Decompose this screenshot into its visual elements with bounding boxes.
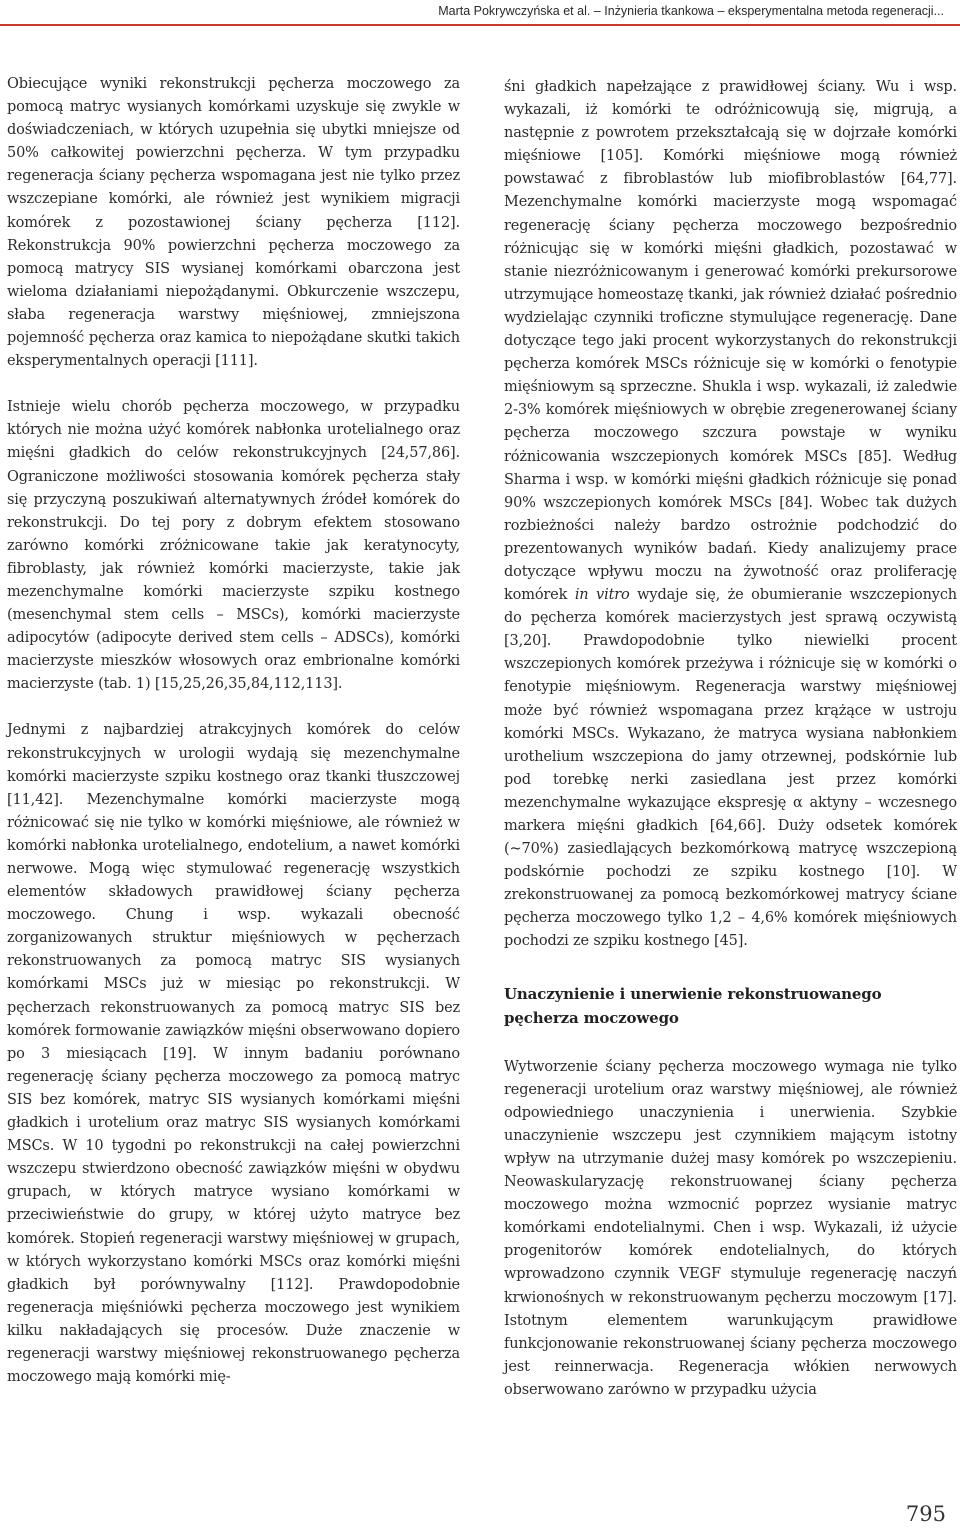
- paragraph-text: śni gładkich napełzające z prawidłowej ściany. Wu i wsp. wykazali, iż komórki te odróżnicowują się, migrują, a następnie z powrotem przekształcają się w dojrzałe komórki mięśniowe [105]. Komórki mięśniowe mogą również powstawać z fibroblastów lub miofibroblastów [64,77]. Mezenchymalne komórki macierzyste mogą wspomagać regenerację ściany pęcherza moczowego bezpośrednio różnicując się w komórki mięśni gładkich, pozostawać w stanie niezróżnicowanym i generować komórki prekursorowe utrzymujące homeostazę tkanki, jak również działać pośrednio wydzielając czynniki troficzne stymulujące regenerację. Dane dotyczące tego jaki procent wykorzystanych do rekonstrukcji pęcherza komórek MSCs różnicuje się w komórki o fenotypie mięśniowym są sprzeczne. Shukla i wsp. wykazali, iż zaledwie 2-3% komórek mięśniowych w obrębie zregenerowanej ściany pęcherza moczowego szczura powstaje w wyniku różnicowania wszczepionych komórek MSCs [85]. Według Sharma i wsp. w komórki mięśni gładkich różnicuje się ponad 90% wszczepionych komórek MSCs [84]. Wobec tak dużych rozbieżności należy bardzo ostrożnie podchodzić do prezentowanych wyników badań. Kiedy analizujemy prace dotyczące wpływu moczu na żywotność oraz proliferację komórek: [504, 79, 957, 604]
- section-heading: Unaczynienie i unerwienie rekonstruowanego pęcherza moczowego: [504, 984, 882, 1027]
- page-number: 795: [905, 1502, 946, 1526]
- running-title: Marta Pokrywczyńska et al. – Inżynieria tkankowa – eksperymentalna metoda regeneracji...: [438, 4, 944, 18]
- body-paragraph: Wytworzenie ściany pęcherza moczowego wymaga nie tylko regeneracji urotelium oraz warstwy mięśniowej, ale również odpowiedniego unaczynienia i unerwienia. Szybkie unaczynienie wszczepu jest czynnikiem mającym istotny wpływ na utrzymanie dużej masy komórek po wszczepieniu. Neowaskularyzację rekonstruowanej ściany pęcherza moczowego można wzmocnić poprzez wysianie matryc komórkami endotelialnymi. Chen i wsp. Wykazali, iż użycie progenitorów komórek endotelialnych, do których wprowadzono czynnik VEGF stymuluje regenerację naczyń krwionośnych w rekonstruowanym pęcherzu moczowym [17]. Istotnym elementem warunkującym prawidłowe funkcjonowanie rekonstruowanej ściany pęcherza moczowego jest reinnerwacja. Regeneracja włókien nerwowych obserwowano zarówno w przypadku użycia: [504, 1058, 957, 1398]
- body-paragraph: Istnieje wielu chorób pęcherza moczowego, w przypadku których nie można użyć komórek nabłonka urotelialnego oraz mięśni gładkich do celów rekonstrukcyjnych [24,57,86]. Ograniczone możliwości stosowania komórek pęcherza stały się przyczyną poszukiwań alternatywnych źródeł komórek do rekonstrukcji. Do tej pory z dobrym efektem stosowano zarówno komórki zróżnicowane takie jak keratynocyty, fibroblasty, jak również komórki macierzyste, takie jak mezenchymalne komórki macierzyste szpiku kostnego (mesenchymal stem cells – MSCs), komórki macierzyste adipocytów (adipocyte derived stem cells – ADSCs), komórki macierzyste mieszków włosowych oraz embrionalne komórki macierzyste (tab. 1) [15,25,26,35,84,112,113].: [7, 399, 460, 693]
- paragraph-text: wydaje się, że obumieranie wszczepionych do pęcherza komórek macierzystych jest sprawą oczywistą [3,20]. Prawdopodobnie tylko niewielki procent wszczepionych komórek przeżywa i różnicuje się w komórki o fenotypie mięśniowym. Regeneracja warstwy mięśniowej może być również wspomagana przez krążące w ustroju komórki MSCs. Wykazano, że matryca wysiana nabłonkiem urothelium wszczepiona do jamy otrzewnej, podskórnie lub pod torebkę nerki zasiedlana jest przez komórki mezenchymalne wykazujące ekspresję α aktyny – wczesnego markera mięśni gładkich [64,66]. Duży odsetek komórek (~70%) zasiedlających bezkomórkową matrycę wszczepioną podskórnie pochodzi ze szpiku kostnego [10]. W zrekonstruowanej za pomocą bezkomórkowej matrycy ściane pęcherza moczowego tylko 1,2 – 4,6% komórek mięśniowych pochodzi ze szpiku kostnego [45].: [504, 587, 957, 950]
- right-column: [504, 76, 957, 1402]
- body-paragraph: Obiecujące wyniki rekonstrukcji pęcherza moczowego za pomocą matryc wysianych komórkami uzyskuje się zwykle w doświadczeniach, w których uzupełnia się ubytki mniejsze od 50% całkowitej powierzchni pęcherza. W tym przypadku regeneracja ściany pęcherza wspomagana jest nie tylko przez wszczepiane komórki, ale również jest wynikiem migracji komórek z pozostawionej ściany pęcherza [112]. Rekonstrukcja 90% powierzchni pęcherza moczowego za pomocą matrycy SIS wysianej komórkami obarczona jest wieloma działaniami niepożądanymi. Obkurczenie wszczepu, słaba regeneracja warstwy mięśniowej, zmniejszona pojemność pęcherza oraz kamica to niepożądane skutki takich eksperymentalnych operacji [111].: [7, 76, 460, 370]
- italic-term: in vitro: [574, 587, 630, 604]
- body-paragraph: [504, 76, 957, 954]
- header-rule: [0, 24, 960, 26]
- left-column: [7, 73, 460, 1389]
- running-header: [0, 0, 960, 24]
- body-paragraph: Jednymi z najbardziej atrakcyjnych komórek do celów rekonstrukcyjnych w urologii wydają się mezenchymalne komórki macierzyste szpiku kostnego oraz tkanki tłuszczowej [11,42]. Mezenchymalne komórki macierzyste mogą różnicować się nie tylko w komórki mięśniowe, ale również w komórki nabłonka urotelialnego, endotelium, a nawet komórki nerwowe. Mogą więc stymulować regenerację wszystkich elementów składowych prawidłowej ściany pęcherza moczowego. Chung i wsp. wykazali obecność zorganizowanych struktur mięśniowych w pęcherzach rekonstruowanych za pomocą matryc SIS wysianych komórkami MSCs już w miesiąc po rekonstrukcji. W pęcherzach rekonstruowanych za pomocą matryc SIS bez komórek formowanie zawiązków mięśni obserwowano dopiero po 3 miesiącach [19]. W innym badaniu porównano regenerację ściany pęcherza moczowego za pomocą matryc SIS bez komórek, matryc SIS wysianych komórkami mięśni gładkich i urotelium oraz matryc SIS wysianych komórkami MSCs. W 10 tygodni po rekonstrukcji na całej powierzchni wszczepu stwierdzono obecność zawiązków mięśni w obydwu grupach, w których matryce wysiano komórkami w przeciwieństwie do grupy, w której użyto matryce bez komórek. Stopień regeneracji warstwy mięśniowej w grupach, w których wykorzystano komórki MSCs oraz komórki mięśni gładkich był porównywalny [112]. Prawdopodobnie regeneracja mięśniówki pęcherza moczowego jest wynikiem kilku nakładających się procesów. Duże znaczenie w regeneracji warstwy mięśniowej rekonstruowanego pęcherza moczowego mają komórki mię-: [7, 722, 460, 1386]
